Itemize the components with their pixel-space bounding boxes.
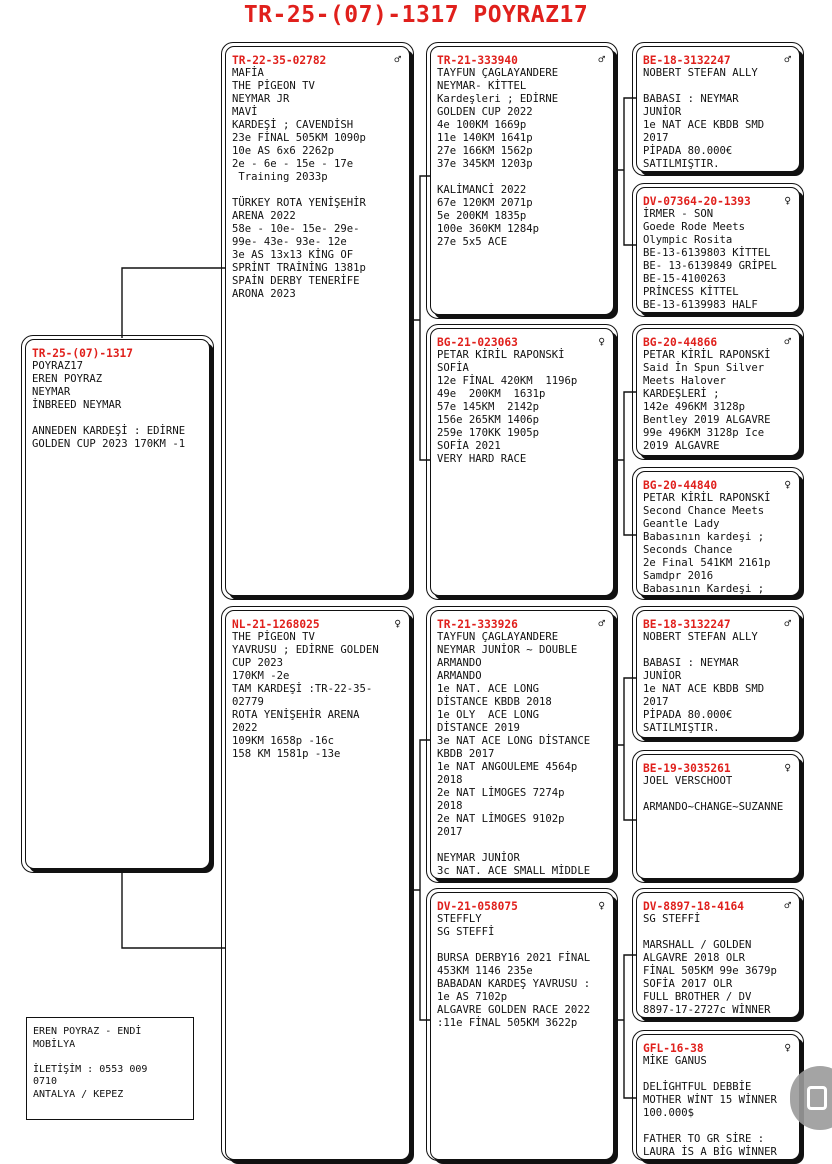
male-symbol-icon: ♂ [598, 617, 605, 630]
sire-sire-ring-id: TR-21-333940 [437, 54, 518, 67]
sds-ring-id: BG-20-44866 [643, 336, 718, 349]
dam-sire-details: TAYFUN ÇAGLAYANDERE NEYMAR JUNİOR ~ DOUBLE ARMANDO ARMANDO 1e NAT. ACE LONG DİSTANCE KBDB 2018 1e OLY ACE LONG DİSTANCE 2019 3e NAT ACE LONG DİSTANCE KBDB 2017 1e NAT ANGOULEME 4564p 2018 2e NAT LİMOGES 7274p 2018 2e NAT LİMOGES 9102p 2017 NEYMAR JUNİOR 3c NAT. ACE SMALL MİDDLE [437, 631, 591, 877]
dsd-card [636, 754, 800, 879]
ddd-details: MİKE GANUS DELİGHTFUL DEBBİE MOTHER WİNT 15 WİNNER 100.000$ FATHER TO GR SİRE : LAURA İS A BİG WİNNER [643, 1055, 777, 1158]
dam-sire-card [430, 610, 614, 879]
dam-dam-details: STEFFLY SG STEFFİ BURSA DERBY16 2021 FİNAL 453KM 1146 235e BABADAN KARDEŞ YAVRUSU : 1e AS 7102p ALGAVRE GOLDEN RACE 2022 :11e FİNAL 505KM 3622p [437, 913, 591, 1029]
female-symbol-icon: ♀ [784, 761, 791, 774]
male-symbol-icon: ♂ [784, 335, 791, 348]
dss-ring-id: BE-18-3132247 [643, 618, 731, 631]
male-symbol-icon: ♂ [598, 53, 605, 66]
dsd-details: JOEL VERSCHOOT ARMANDO~CHANGE~SUZANNE [643, 775, 784, 813]
connector-dd-parents [614, 955, 636, 1098]
male-symbol-icon: ♂ [784, 899, 791, 912]
ddd-ring-id: GFL-16-38 [643, 1042, 704, 1055]
sire-sire-card [430, 46, 614, 315]
ssd-ring-id: DV-07364-20-1393 [643, 195, 751, 208]
sire-sire-details: TAYFUN ÇAGLAYANDERE NEYMAR- KİTTEL Kardeşleri ; EDİRNE GOLDEN CUP 2022 4e 100KM 1669p 11e 140KM 1641p 27e 166KM 1562p 37e 345KM 1203p KALİMANCİ 2022 67e 120KM 2071p 5e 200KM 1835p 100e 360KM 1284p 27e 5x5 ACE [437, 67, 559, 248]
ddd-card [636, 1034, 800, 1160]
sire-dam-details: PETAR KİRİL RAPONSKİ SOFİA 12e FİNAL 420KM 1196p 49e 200KM 1631p 57e 145KM 2142p 156e 265KM 1406p 259e 170KK 1905p SOFİA 2021 VERY HARD RACE [437, 349, 578, 465]
dds-ring-id: DV-8897-18-4164 [643, 900, 745, 913]
dam-ring-id: NL-21-1268025 [232, 618, 320, 631]
sire-details: MAFİA THE PİGEON TV NEYMAR JR MAVİ KARDEŞİ ; CAVENDİSH 23e FİNAL 505KM 1090p 10e AS 6x6 2262p 2e - 6e - 15e - 17e Training 2033p TÜRKEY ROTA YENİŞEHİR ARENA 2022 58e - 10e- 15e- 29e- 99e- 43e- 93e- 12e 3e AS 13x13 KİNG OF SPRİNT TRAİNİNG 1381p SPAİN DERBY TENERİFE ARONA 2023 [232, 67, 366, 300]
dam-sire-ring-id: TR-21-333926 [437, 618, 518, 631]
sire-dam-ring-id: BG-21-023063 [437, 336, 518, 349]
connector-ds-parents [614, 678, 636, 820]
dss-card [636, 610, 800, 738]
ssd-card [636, 187, 800, 313]
sds-details: PETAR KİRİL RAPONSKİ Said İn Spun Silver Meets Halover KARDEŞLERİ ; 142e 496KM 3128p Bentley 2019 ALGAVRE 99e 496KM 3128p Ice 2019 ALGAVRE [643, 349, 771, 452]
sdd-details: PETAR KİRİL RAPONSKİ Second Chance Meets Geantle Lady Babasının kardeşi ; Seconds Chance 2e Final 541KM 2161p Samdpr 2016 Babasının Kardeşi ; [643, 492, 771, 595]
male-symbol-icon: ♂ [784, 617, 791, 630]
dsd-ring-id: BE-19-3035261 [643, 762, 731, 775]
female-symbol-icon: ♀ [784, 478, 791, 491]
sss-ring-id: BE-18-3132247 [643, 54, 731, 67]
connector-subject-dam [122, 870, 225, 948]
owner-contact-box: EREN POYRAZ - ENDİ MOBİLYA İLETİŞİM : 0553 009 0710 ANTALYA / KEPEZ [26, 1017, 194, 1120]
document-icon [807, 1086, 827, 1110]
female-symbol-icon: ♀ [394, 617, 401, 630]
dds-card [636, 892, 800, 1018]
subject-ring-id: TR-25-(07)-1317 [32, 347, 134, 360]
sss-details: NOBERT STEFAN ALLY BABASI : NEYMAR JUNİOR 1e NAT ACE KBDB SMD 2017 PİPADA 80.000€ SATILMIŞTIR. [643, 67, 765, 170]
pedigree-title: TR-25-(07)-1317 POYRAZ17 [243, 2, 589, 28]
female-symbol-icon: ♀ [784, 194, 791, 207]
sss-card [636, 46, 800, 172]
dam-dam-ring-id: DV-21-058075 [437, 900, 518, 913]
connector-subject-sire [122, 268, 225, 338]
connector-ss-parents [614, 98, 636, 245]
dam-dam-card [430, 892, 614, 1160]
sds-card [636, 328, 800, 456]
dds-details: SG STEFFİ MARSHALL / GOLDEN ALGAVRE 2018 OLR FİNAL 505KM 99e 3679p SOFİA 2017 OLR FULL BROTHER / DV 8897-17-2727c WİNNER [643, 913, 777, 1016]
sire-card [225, 46, 410, 596]
sdd-card [636, 471, 800, 596]
male-symbol-icon: ♂ [784, 53, 791, 66]
female-symbol-icon: ♀ [598, 335, 605, 348]
subject-card [25, 339, 210, 869]
connector-dam-parents [410, 740, 430, 1020]
sire-ring-id: TR-22-35-02782 [232, 54, 327, 67]
connector-sd-parents [614, 392, 636, 535]
female-symbol-icon: ♀ [598, 899, 605, 912]
ssd-details: İRMER - SON Goede Rode Meets Olympic Rosita BE-13-6139803 KİTTEL BE- 13-6139849 GRİPEL BE-15-4100263 PRİNCESS KİTTEL BE-13-6139983 HALF [643, 208, 777, 311]
male-symbol-icon: ♂ [394, 53, 401, 66]
sire-dam-card [430, 328, 614, 596]
dam-details: THE PİGEON TV YAVRUSU ; EDİRNE GOLDEN CUP 2023 170KM -2e TAM KARDEŞİ :TR-22-35- 02779 ROTA YENİŞEHİR ARENA 2022 109KM 1658p -16c 158 KM 1581p -13e [232, 631, 379, 760]
connector-sire-parents [410, 176, 430, 460]
dam-card [225, 610, 410, 1160]
female-symbol-icon: ♀ [784, 1041, 791, 1054]
sdd-ring-id: BG-20-44840 [643, 479, 718, 492]
dss-details: NOBERT STEFAN ALLY BABASI : NEYMAR JUNİOR 1e NAT ACE KBDB SMD 2017 PİPADA 80.000€ SATILMIŞTIR. [643, 631, 765, 734]
subject-details: POYRAZ17 EREN POYRAZ NEYMAR İNBREED NEYMAR ANNEDEN KARDEŞİ : EDİRNE GOLDEN CUP 2023 170KM -1 [32, 360, 186, 450]
